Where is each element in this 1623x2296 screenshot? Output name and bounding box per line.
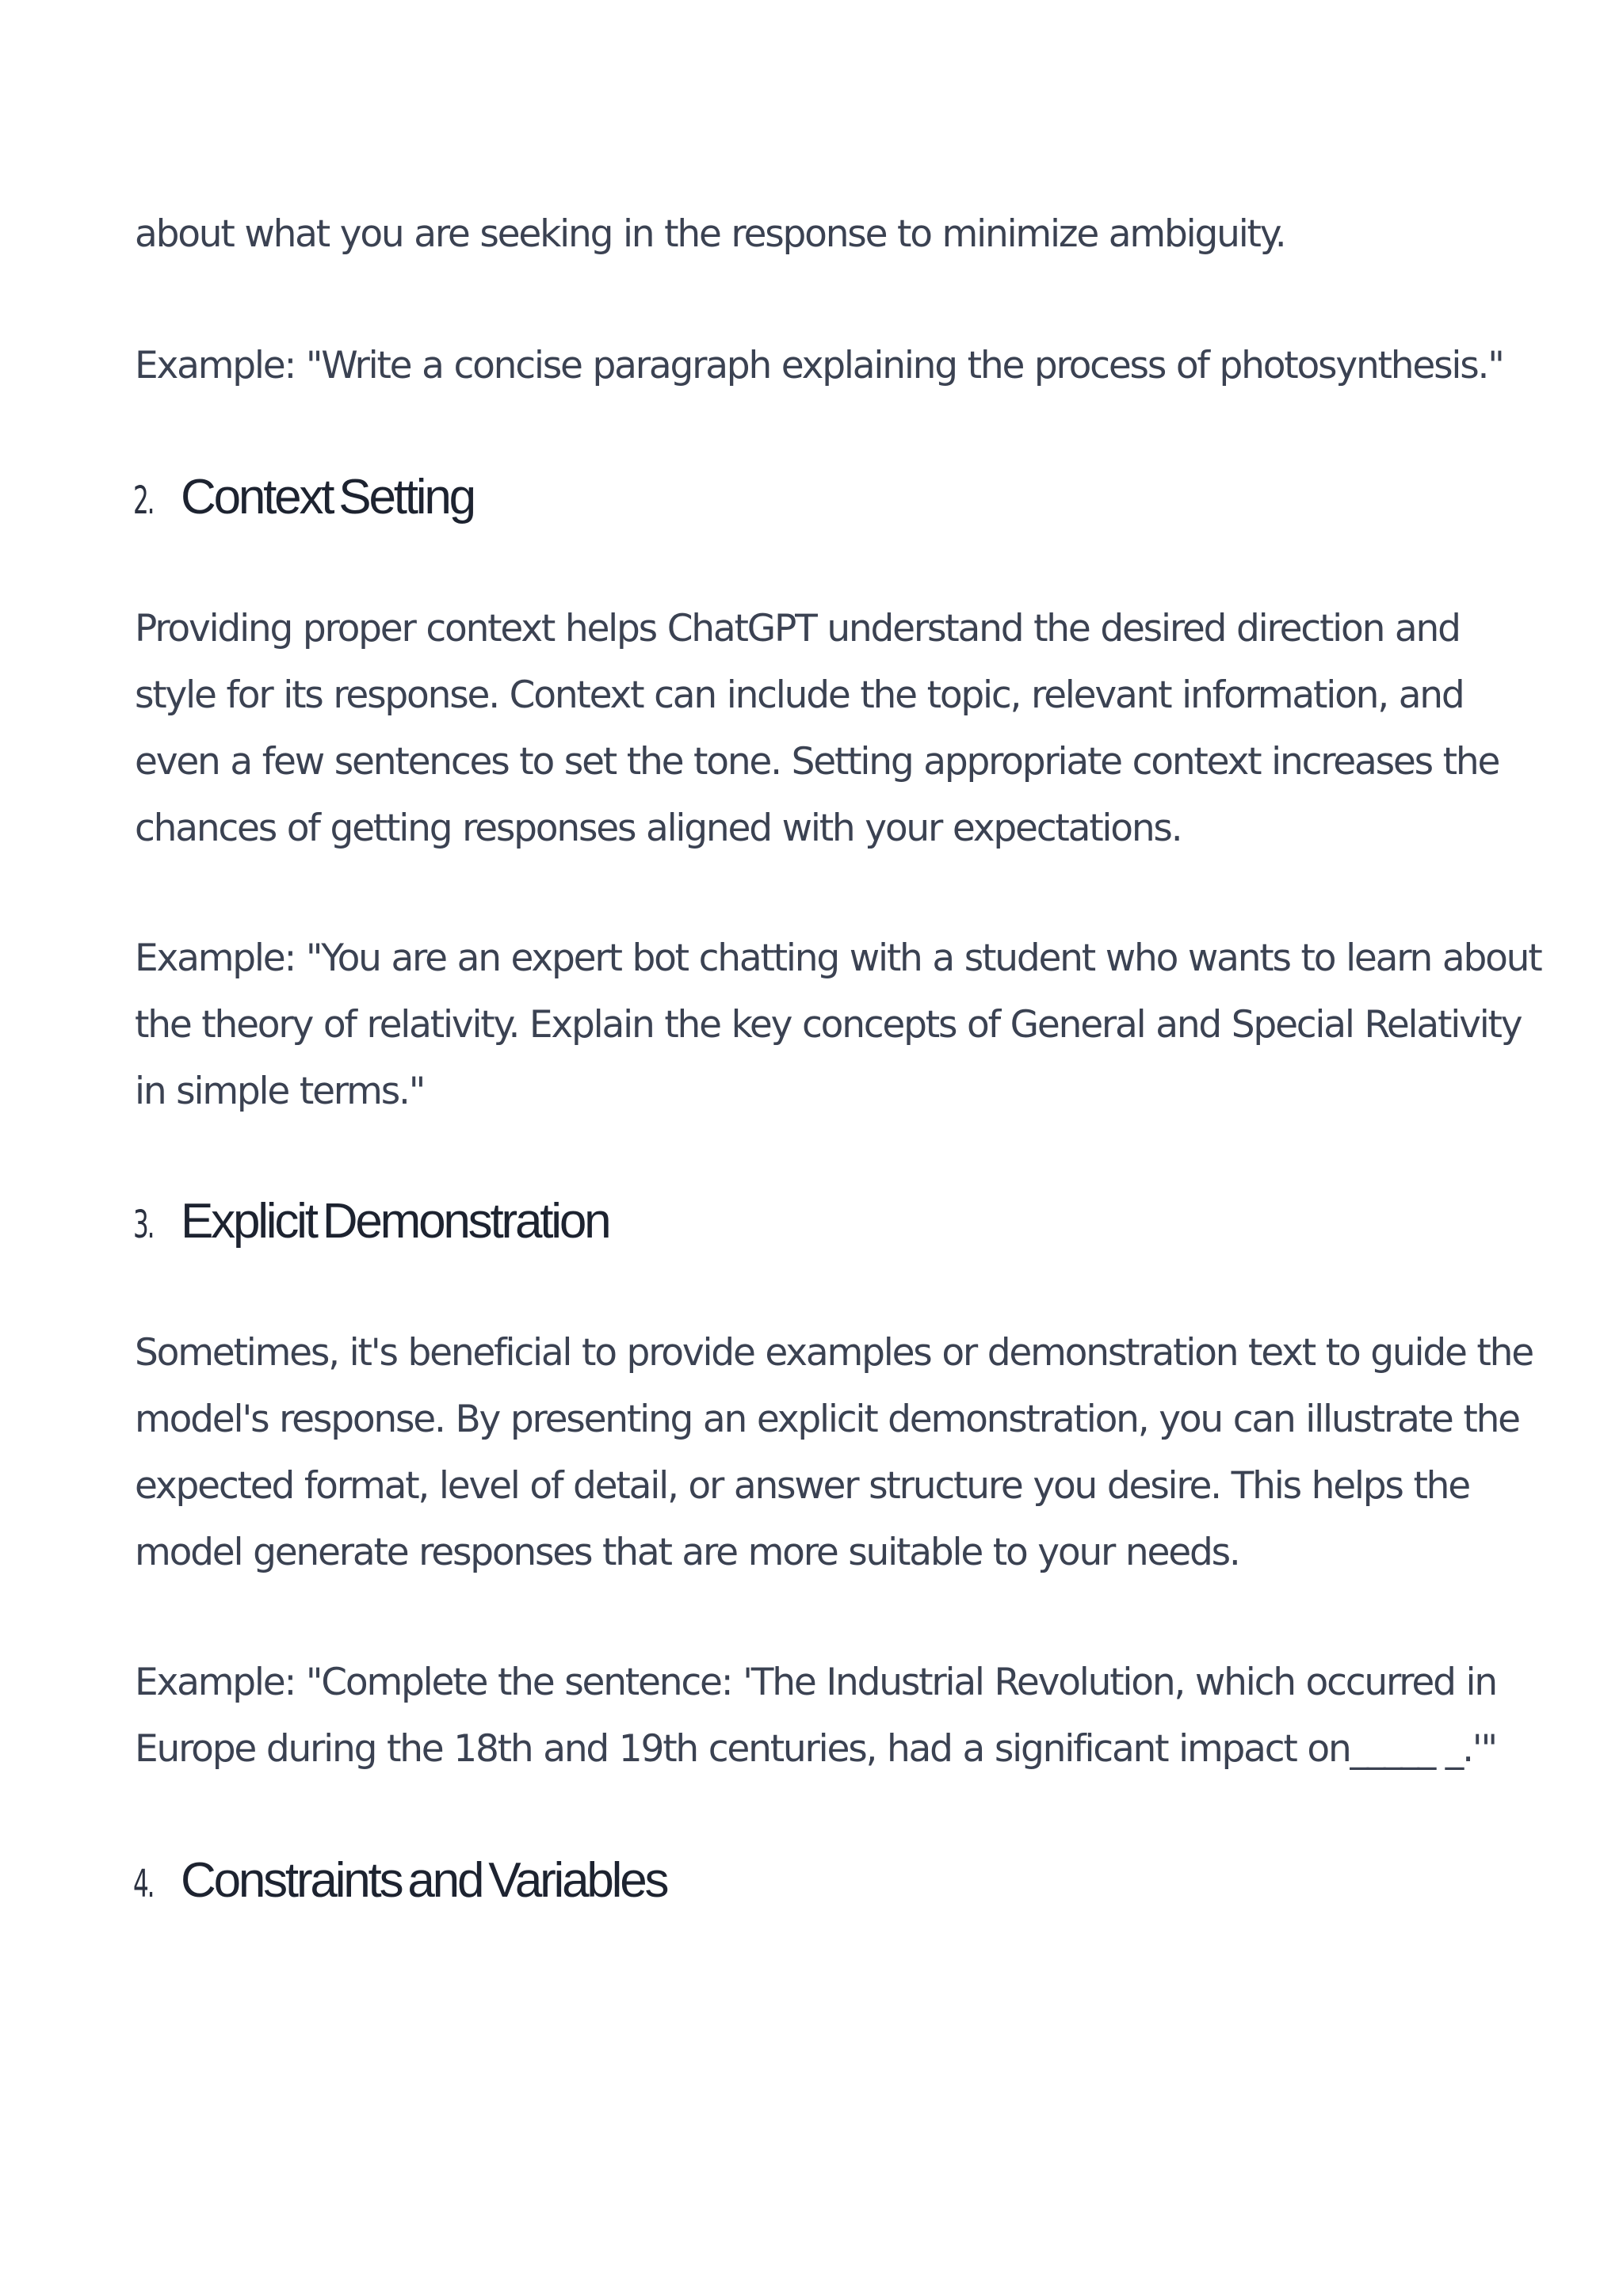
paragraph-explicit-demonstration (135, 1320, 1533, 1586)
paragraph-line: expected format, level of detail, or answer structure you desire. This helps the (135, 1464, 1469, 1508)
example-industrial-revolution (135, 1650, 1514, 1783)
section-number: 4. (133, 1862, 154, 1906)
paragraph-line: Sometimes, it's beneficial to provide examples or demonstration text to guide the (135, 1331, 1533, 1375)
example-photosynthesis: Example: "Write a concise paragraph explaining the process of photosynthesis." (135, 344, 1503, 387)
example-line: Example: "You are an expert bot chatting with a student who wants to learn about (135, 936, 1541, 980)
paragraph-line: Providing proper context helps ChatGPT understand the desired direction and (135, 607, 1460, 650)
paragraph-line: model generate responses that are more suitable to your needs. (135, 1531, 1239, 1574)
section-title: Constraints and Variables (181, 1853, 667, 1908)
section-title: Explicit Demonstration (181, 1194, 609, 1249)
example-line: Europe during the 18th and 19th centuries, had a significant impact on_____ _.'" (135, 1727, 1496, 1771)
paragraph-context-setting (135, 596, 1514, 862)
example-line: Example: "Complete the sentence: 'The Industrial Revolution, which occurred in (135, 1661, 1496, 1704)
section-title: Context Setting (181, 470, 474, 524)
paragraph-line: style for its response. Context can include the topic, relevant information, and (135, 673, 1464, 717)
section-heading-context-setting (133, 464, 474, 531)
section-heading-explicit-demonstration (133, 1188, 609, 1255)
example-line: in simple terms." (135, 1070, 425, 1113)
paragraph-line: even a few sentences to set the tone. Setting appropriate context increases the (135, 740, 1499, 784)
paragraph-line: chances of getting responses aligned with your expectations. (135, 807, 1182, 850)
section-number: 3. (133, 1203, 154, 1247)
example-line: the theory of relativity. Explain the key concepts of General and Special Relativity (135, 1003, 1522, 1047)
example-relativity (135, 925, 1541, 1125)
paragraph-line: model's response. By presenting an explicit demonstration, you can illustrate the (135, 1398, 1519, 1441)
intro-tail-line: about what you are seeking in the response to minimize ambiguity. (135, 212, 1285, 256)
section-number: 2. (133, 479, 154, 523)
section-heading-constraints-and-variables (133, 1848, 666, 1914)
